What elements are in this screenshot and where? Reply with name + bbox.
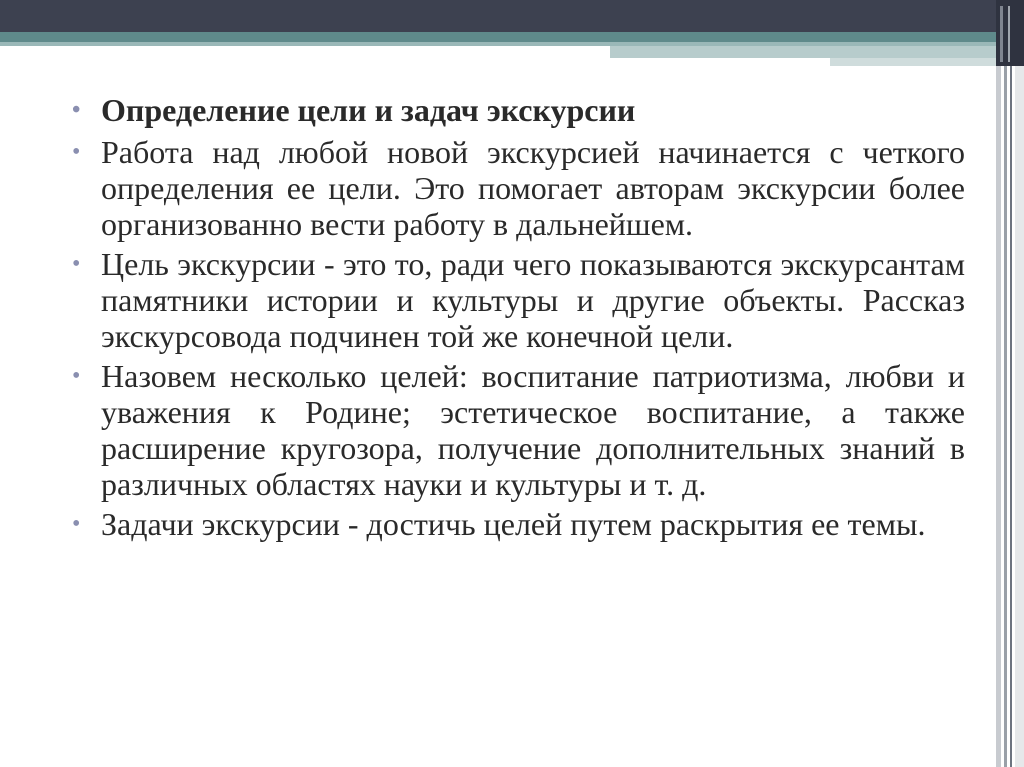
bullet-text: Определение цели и задач экскурсии — [101, 92, 636, 128]
header-bar-dark — [0, 0, 1024, 32]
bullet-icon: • — [72, 139, 81, 165]
bullet-icon: • — [72, 97, 81, 123]
bullet-item — [70, 358, 965, 502]
bullet-icon: • — [72, 251, 81, 277]
header-bar-teal — [0, 32, 1024, 42]
bullet-text: Работа над любой новой экскурсией начинается с четкого определения ее цели. Это помогает авторам экскурсии более организованно вести работу в дальнейшем. — [101, 134, 965, 242]
bullet-item — [70, 246, 965, 354]
bullet-item-heading — [70, 92, 965, 128]
bullet-text: Назовем несколько целей: воспитание патриотизма, любви и уважения к Родине; эстетическое воспитание, а также расширение кругозора, получение дополнительных знаний в различных областях науки и культуры и т. д. — [101, 358, 965, 502]
bullet-icon: • — [72, 511, 81, 537]
header-bar-step — [610, 46, 1000, 58]
right-stripe — [1004, 0, 1007, 767]
right-stripe — [996, 0, 1001, 767]
right-stripe — [1015, 0, 1024, 767]
bullet-text: Цель экскурсии - это то, ради чего показываются экскурсантам памятники истории и культуры и другие объекты. Рассказ экскурсовода подчинен той же конечной цели. — [101, 246, 965, 354]
right-stripe — [1010, 0, 1012, 767]
bullet-item — [70, 134, 965, 242]
bullet-item — [70, 506, 965, 542]
slide-content — [70, 92, 965, 546]
header-bar-step-small — [830, 58, 1000, 66]
bullet-list — [70, 92, 965, 542]
right-corner-line — [1000, 6, 1003, 62]
right-corner-line — [1008, 6, 1010, 62]
bullet-text: Задачи экскурсии - достичь целей путем раскрытия ее темы. — [101, 506, 926, 542]
bullet-icon: • — [72, 363, 81, 389]
